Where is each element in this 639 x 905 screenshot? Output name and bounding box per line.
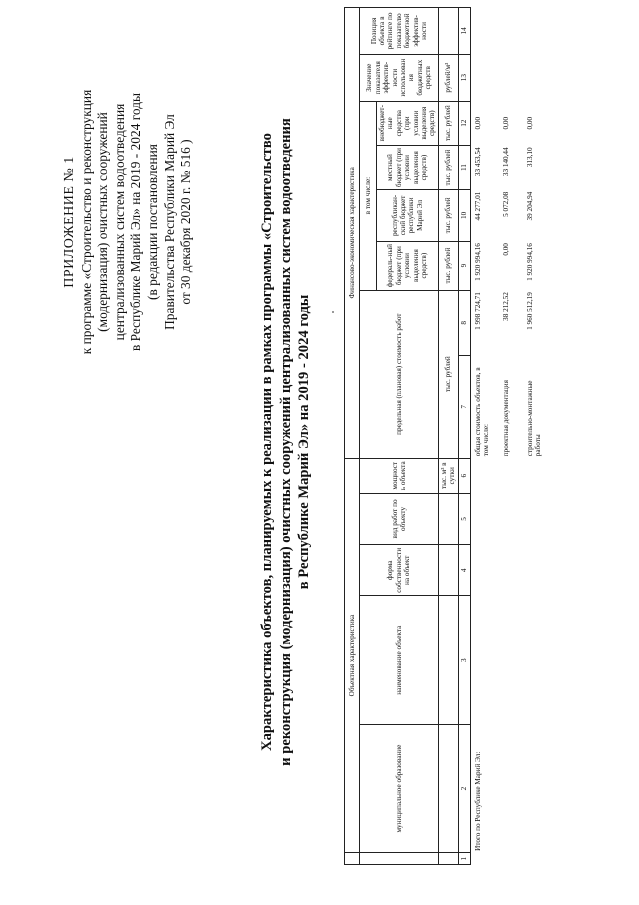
total-label: Итого по Республике Марий Эл: <box>473 751 482 851</box>
total-extrabudgetary: 0,00 <box>473 116 482 130</box>
document-title <box>258 97 314 787</box>
construction-local: 313,10 <box>525 147 534 168</box>
column-number: 3 <box>458 596 470 724</box>
column-number: 7 <box>458 356 470 459</box>
header-ownership: форма собственности на объект <box>360 545 439 596</box>
column-number: 10 <box>458 190 470 241</box>
header-object-name: наименование объекта <box>360 596 439 724</box>
header-republic-budget: республикан-ский бюджет республики Марий Эл <box>377 190 439 241</box>
construction-republic: 39 204,94 <box>525 191 534 221</box>
table-row <box>525 8 551 865</box>
approval-line: (модернизация) очистных сооружений <box>95 112 111 332</box>
header-efficiency: Значение показателя эффектив-ности использования бюджетных средств <box>360 54 439 101</box>
scan-speck <box>332 311 334 313</box>
header-extrabudgetary: внебюджет-ные средства (при условии выделения средств) <box>377 101 439 145</box>
title-line: Характеристика объектов, планируемых к реализации в рамках программы «Строительство <box>259 133 275 751</box>
title-line: в Республике Марий Эл» на 2019 - 2024 годы <box>296 294 313 590</box>
column-number: 9 <box>458 241 470 290</box>
unit-local: тыс. рублей <box>438 145 458 189</box>
design-republic: 5 072,08 <box>501 191 510 217</box>
header-max-cost: предельная (плановая) стоимость работ <box>360 290 439 458</box>
column-number: 5 <box>458 493 470 544</box>
design-description: проектная документация <box>501 380 510 457</box>
column-number: 11 <box>458 145 470 189</box>
unit-capacity: тыс. м³ в сутки <box>438 458 458 493</box>
total-cost: 1 998 724,71 <box>473 292 482 330</box>
column-number: 4 <box>458 545 470 596</box>
total-republic: 44 277,01 <box>473 191 482 221</box>
approval-line: Правительства Республики Марий Эл <box>161 114 177 330</box>
construction-extrabudgetary: 0,00 <box>525 116 534 130</box>
column-number: 6 <box>458 458 470 493</box>
objects-table <box>344 7 551 865</box>
header-rating-position: Позиция объекта в рейтинге по показателю бюджетной эффектив-ности <box>360 8 439 55</box>
approval-line: в Республике Марий Эл» на 2019 - 2024 годы <box>128 92 144 352</box>
design-extrabudgetary: 0,00 <box>501 116 510 130</box>
unit-max-cost: тыс. рублей <box>438 290 458 458</box>
header-capacity: мощность объекта <box>360 458 439 493</box>
header-municipality: муниципальное образование <box>360 724 439 852</box>
header-local-budget: местный бюджет (при условии выделения средств) <box>377 145 439 189</box>
header-federal-budget: федераль-ный бюджет (при условии выделения средств) <box>377 241 439 290</box>
unit-efficiency: рублей/м³ <box>438 54 458 101</box>
design-local: 33 140,44 <box>501 147 510 177</box>
column-number: 13 <box>458 54 470 101</box>
column-number: 2 <box>458 724 470 852</box>
header-financial-characteristics: Финансово-экономическая характеристика <box>345 8 360 459</box>
column-number: 12 <box>458 101 470 145</box>
table-row <box>501 8 525 865</box>
column-number: 8 <box>458 290 470 355</box>
header-work-type: вид работ по объекту <box>360 493 439 544</box>
title-line: и реконструкция (модернизация) очистных сооружений централизованных систем водоотведения <box>277 118 294 766</box>
table-row <box>470 8 501 865</box>
header-object-characteristics: Объектная характеристика <box>345 458 360 853</box>
column-number: 1 <box>458 853 470 865</box>
appendix-number: ПРИЛОЖЕНИЕ № 1 <box>62 156 77 288</box>
total-federal: 1 920 994,16 <box>473 243 482 281</box>
approval-line: от 30 декабря 2020 г. № 516 ) <box>178 139 194 305</box>
unit-federal: тыс. рублей <box>438 241 458 290</box>
approval-line: централизованных систем водоотведения <box>111 103 127 341</box>
construction-federal: 1 920 994,16 <box>525 243 534 281</box>
design-cost: 38 212,52 <box>501 292 510 321</box>
construction-cost: 1 960 512,19 <box>525 292 534 330</box>
design-federal: 0,00 <box>501 243 510 256</box>
construction-description: строительно-монтажные работы <box>525 380 543 457</box>
approval-block <box>62 57 195 387</box>
total-local: 33 453,54 <box>473 147 482 177</box>
total-description: общая стоимость объектов, в том числе: <box>473 367 491 457</box>
column-number: 14 <box>458 8 470 55</box>
approval-line: к программе «Строительство и реконструкция <box>78 89 94 355</box>
header-including: в том числе: <box>360 101 377 290</box>
unit-extra: тыс. рублей <box>438 101 458 145</box>
approval-line: (в редакции постановления <box>144 144 160 300</box>
unit-republic: тыс. рублей <box>438 190 458 241</box>
